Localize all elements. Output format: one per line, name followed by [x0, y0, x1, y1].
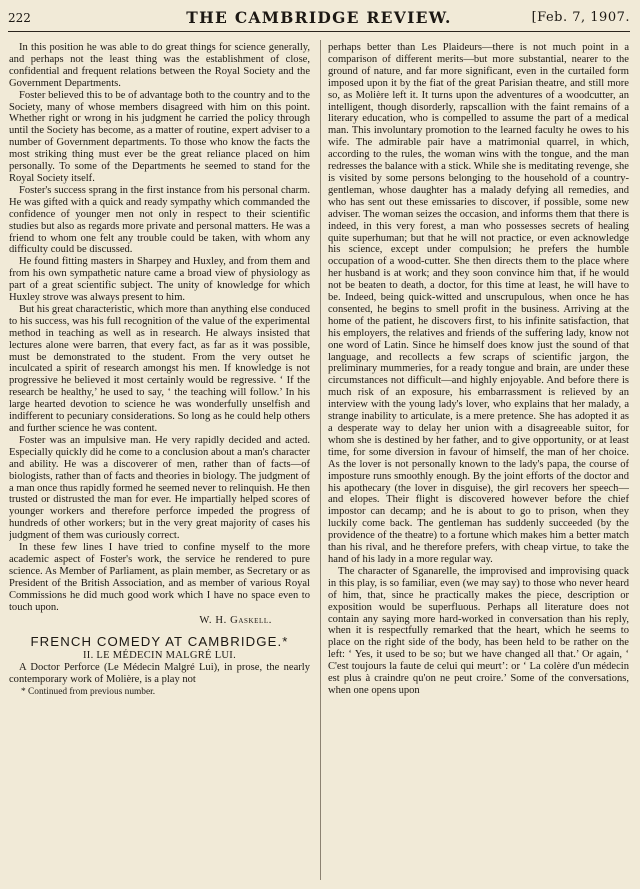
paragraph: He found fitting masters in Sharpey and Huxley, and from them and from his own sympathetic nature came a broad view of physiology as part of a great scientific subject. The unity of knowledge for which Huxley strove was always present to him.: [9, 256, 310, 304]
page-header: [8, 8, 630, 32]
paragraph: In these few lines I have tried to confine myself to the more academic aspect of Foster's work, the service he rendered to pure science. As Member of Parliament, as plain member, as Secretary or as President of the British Association, and as member of various Royal Commissions he did much good work which I have no space even to touch upon.: [9, 542, 310, 613]
header-rule: [8, 31, 630, 32]
signature-initials: W. H.: [199, 614, 227, 626]
article-title: FRENCH COMEDY AT CAMBRIDGE.*: [30, 634, 289, 650]
left-column: [9, 42, 310, 880]
journal-title: THE CAMBRIDGE REVIEW.: [186, 8, 452, 27]
paragraph: In this position he was able to do great things for science generally, and perhaps not the least thing was the establishment of close, confidential and frequent relations between the Royal Society and the Government Departments.: [9, 42, 310, 89]
article-subtitle: II. LE MÉDECIN MALGRÉ LUI.: [82, 650, 237, 662]
paragraph: Foster believed this to be of advantage both to the country and to the Society, many of whose members disagreed with him on this point. Whether right or wrong in his judgment he carried the policy through until the Society has become, as a matter of routine, expert adviser to a number of Government departments. To those who know the facts the most striking thing must ever be the great reliance placed on him personally. To some of the Departments he seemed to stand for the Royal Society itself.: [9, 89, 310, 184]
paragraph: perhaps better than Les Plaideurs—there is not much point in a comparison of different merits—but more substantial, nearer to the ground of nature, and far more significant, even in the curtailed form imposed upon it by the fiat of the great Parisian theatre, and still more so, as Molière left it. It turns upon the adventures of a woodcutter, an intelligent, though disorderly, rapscallion with the faint remains of a literary education, who is compelled to assume the part of a medical man. This involuntary promotion to the learned faculty he owes to his wife. The admirable pair have a matrimonial quarrel, in which, according to the rules, the woman wins with the tongue, and the man redresses the balance with a stick. While she is meditating revenge, she is visited by some persons belonging to the household of a country-gentleman, whose daughter has a malady defying all remedies, and who has sent out these emissaries to discover, if possible, some new adviser. The woman seizes the occasion, and informs them that there is indeed, in this very forest, a man who possesses secrets of healing quite superhuman; but that he will not practice, or even acknowledge his science, except under compulsion; he prefers the humble occupation of a wood-cutter. She then directs them to the place where her husband is at work; and they soon convince him that, if he would not be beaten to death, a doctor, for this time at least, he will have to be. Indeed, being quick-witted and unscrupulous, when once he has consented, he begins to smell profit in the business. Arriving at the home of the patient, he discovers first, to his infinite satisfaction, that his employers, the relatives and friends of the suffering lady, know not one word of Latin. Since he himself does know just the sound of that language, and recollects a few scraps of scientific jargon, the preliminary mummeries, for a ready tongue and brain, are under these circumstances not difficult—and highly enjoyable. And before there is much risk of an exposure, his embarrassment is relieved by an interview with the young lady's lover, who explains that her malady, a strange inability to articulate, is a mere pretence. She has adopted it as a desperate way to delay her union with a disagreeable suitor, for whom she is destined by her father, and to give opportunity, or at least time, for some diversion in favour of himself, the man of her choice. As the lover is not personally known to the lady's papa, the course of imposture runs smoothly enough. By the joint efforts of the doctor and his apothecary (the lover in disguise), the girl recovers her speech—and elopes. Their flight is discovered however before the chief impostor can decamp; and he is about to go to prison, when they luckily come back. The gentleman has suddenly succeeded (by the providence of the theatre) to a fortune which makes him a better match than his rival, and he therefore prefers, with cheap virtue, to take the hand of his lady in a more regular way.: [328, 42, 629, 565]
author-signature: [9, 615, 310, 627]
footnote: * Continued from previous number.: [21, 687, 156, 698]
paragraph: But his great characteristic, which more than anything else conduced to his success, was his full recognition of the value of the experimental method in teaching as well as in research. He always insisted that lectures alone were barren, that every fact, as far as it was possible, must be demonstrated to the student. From the very outset he inculcated a spirit of research amongst his men. If knowledge is not progressive he believed it most certainly would be regressive. ‘ If the research be healthy,’ he used to say, ‘ the teaching will follow.’ In his large hearted devotion to science he was wonderfully unselfish and indifferent to pecuniary considerations. So long as he could help others and further science he was content.: [9, 303, 310, 434]
paragraph: The character of Sganarelle, the improvised and improvising quack in this play, is so familiar, even (we may say) to those who never heard of him, that, since he practically makes the piece, description or exposition would be superfluous. Perhaps all literature does not contain any saying more hard-worked in conversation than his reply, when it is respectfully remarked that the heart, which he seems to place on the right side of the body, has been held to be rather on the left: ‘ Yes, it used to be so; but we have changed all that.’ Or again, ‘ C'est toujours la faute de celui qui meurt’: or ‘ La colère d'un médecin est plus à craindre qu'on ne peut croire.’ Some of the conversations, when one opens upon: [328, 565, 629, 696]
page-number: 222: [8, 11, 31, 25]
article-first-paragraph: A Doctor Perforce (Le Médecin Malgré Lui), in prose, the nearly contemporary work of Molière, is a play not: [9, 662, 310, 686]
paragraph: Foster's success sprang in the first instance from his personal charm. He was gifted with a quick and ready sympathy which commanded the confidence of younger men not only in respect to their scientific studies but also as regards more private and personal matters. He was a friend to whom one felt any trouble could be taken, with whom any difficulty could be discussed.: [9, 184, 310, 256]
signature-name: Gaskell.: [230, 614, 272, 626]
issue-date: [Feb. 7, 1907.: [531, 10, 630, 25]
right-column: [328, 42, 629, 880]
paragraph: Foster was an impulsive man. He very rapidly decided and acted. Especially quickly did he come to a conclusion about a man's character and ability. He was a discoverer of men, rather than of facts—of biologists, rather than of facts and theories in biology. The judgment of a man once thus rapidly formed he seemed never to relinquish. He then trusted or distrusted the man for ever. He impartially helped scores of younger workers and therefore perforce impeded the progress of hundreds of other workers; but in the very great majority of cases his judgment of them was curiously correct.: [9, 434, 310, 542]
column-divider: [320, 40, 321, 880]
